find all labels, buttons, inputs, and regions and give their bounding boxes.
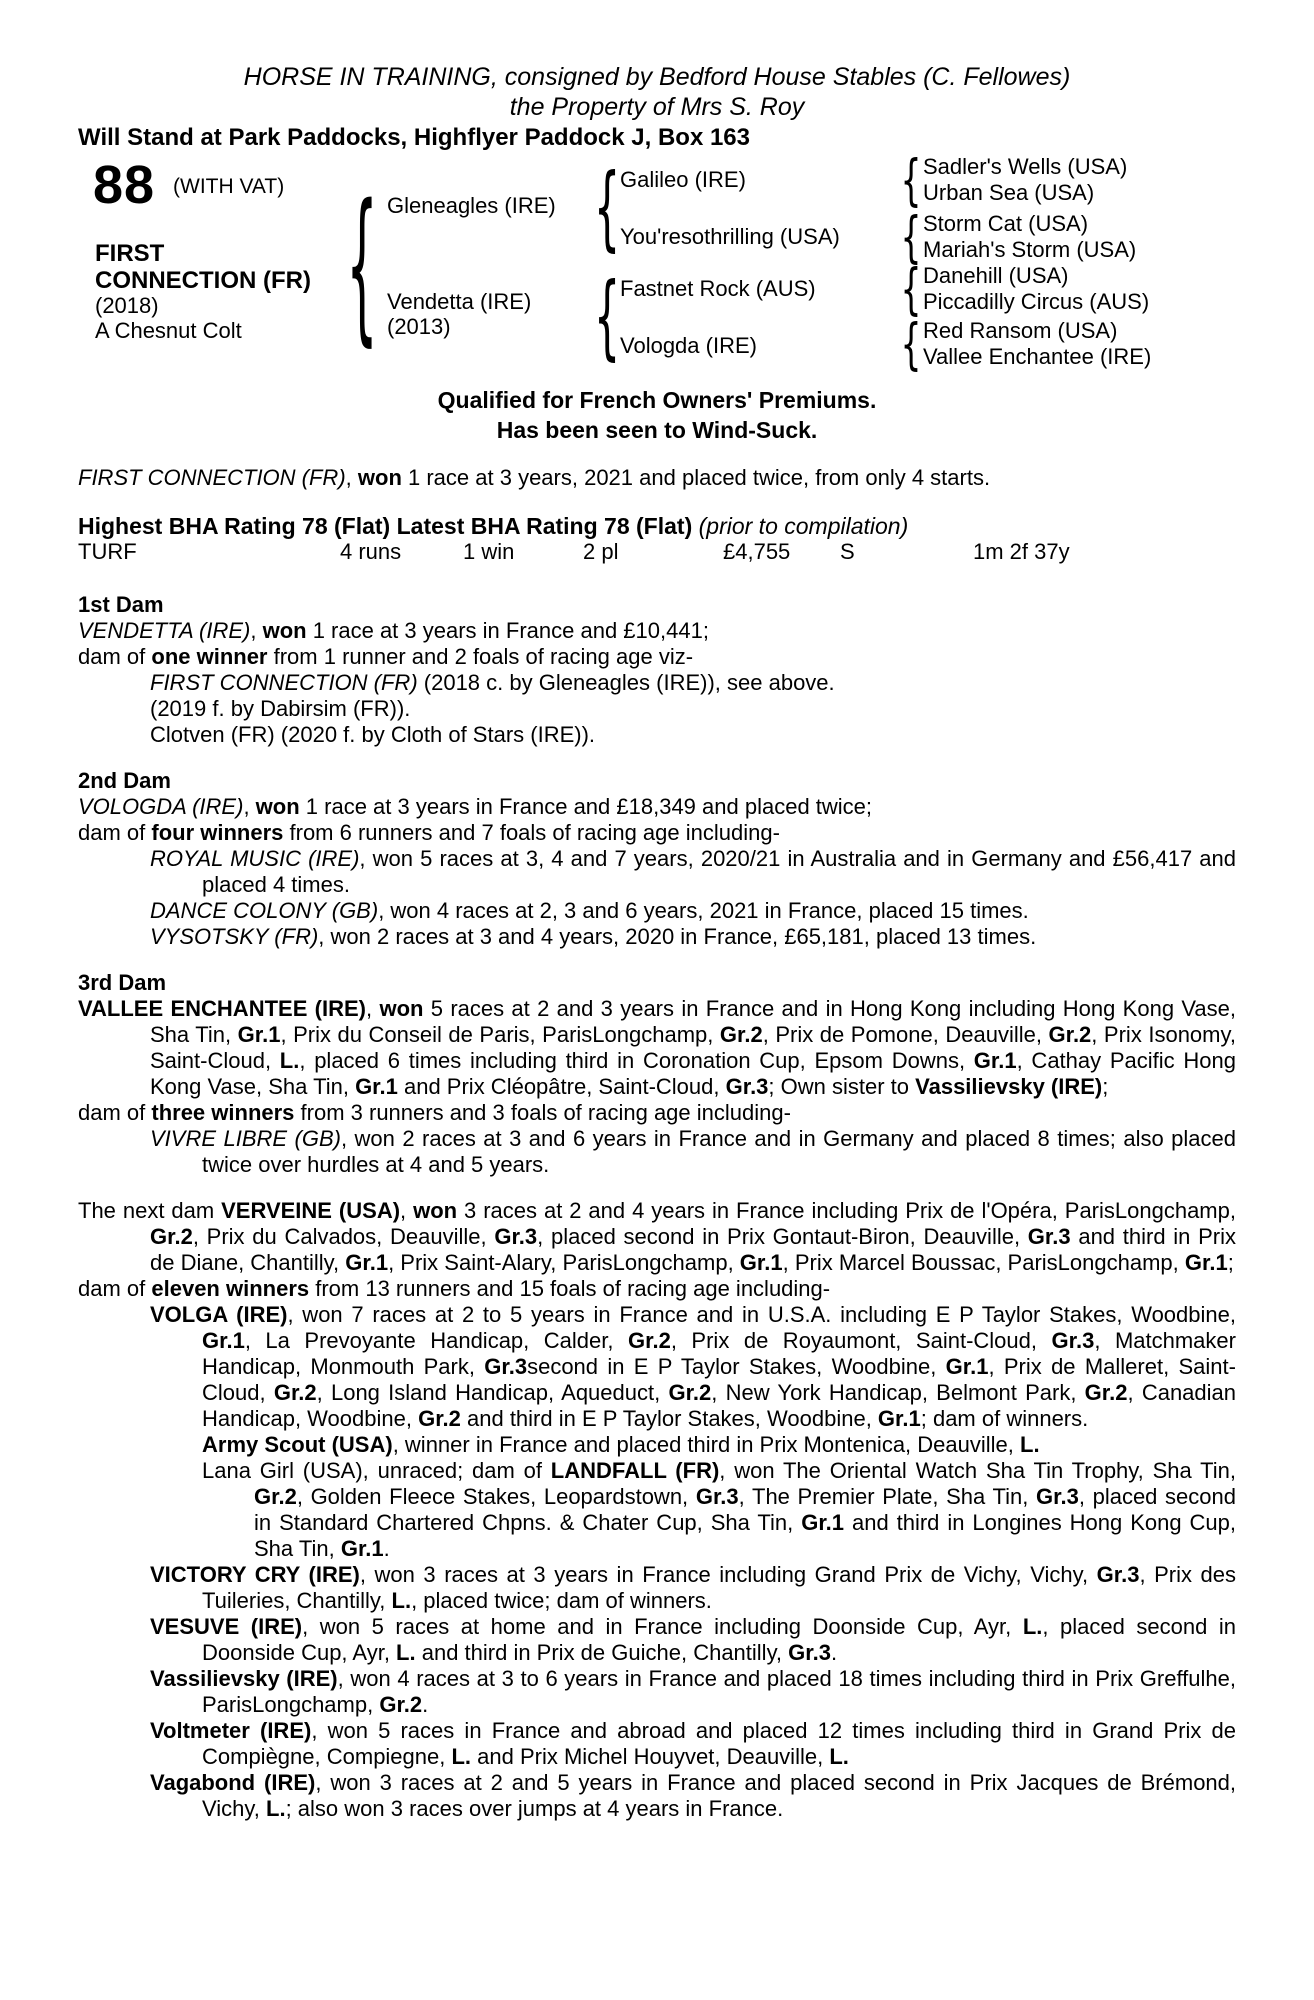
text-segment: L. [829,1744,849,1769]
text-segment: dam of [78,644,152,669]
text-segment: , [366,996,380,1021]
text-segment: Gr.1 [801,1510,845,1535]
text-segment: , placed 6 times including third in Coronation Cup, Epsom Downs, [299,1048,974,1073]
text-segment: VERVEINE (USA) [221,1198,401,1223]
text-segment: , Prix des Tuileries, Chantilly, [202,1562,1237,1613]
dam-section [78,592,1236,748]
text-segment: won [379,996,424,1021]
text-segment: VENDETTA (IRE) [78,618,251,643]
pedigree-paragraph [78,794,1236,820]
text-segment: , New York Handicap, Belmont Park, [711,1380,1085,1405]
text-segment: Gr.1 [973,1048,1017,1073]
pedigree-paragraph [78,820,1236,846]
text-segment: 1 race at 3 years, 2021 and placed twice, from only 4 starts. [401,465,991,490]
text-segment: Gr.3 [494,1224,538,1249]
grandsire-dam-side: Fastnet Rock (AUS) [620,276,816,301]
pedigree-paragraph [78,696,1236,722]
text-segment: and third in Prix de Guiche, Chantilly, [415,1640,789,1665]
text-segment: Gr.2 [719,1022,763,1047]
text-segment: one winner [151,644,268,669]
text-segment: Gr.2 [668,1380,712,1405]
text-segment: , placed second in Doonside Cup, Ayr, [202,1614,1237,1665]
sale-notices [78,385,1236,445]
text-segment: VYSOTSKY (FR) [150,924,319,949]
text-segment: The next dam [78,1198,222,1223]
text-segment: FIRST CONNECTION (FR) [78,465,346,490]
dam-section [78,1198,1236,1822]
text-segment: . [422,1692,429,1717]
text-segment: Gr.2 [254,1484,297,1509]
text-segment: Gr.3 [484,1354,528,1379]
pedigree-paragraph [78,670,1236,696]
text-segment: four winners [151,820,284,845]
text-segment: , won 4 races at 3 to 6 years in France and placed 18 times including third in Prix Greffulhe, ParisLongchamp, [202,1666,1236,1717]
pedigree-paragraph [78,644,1236,670]
text-segment: dam of [78,1276,152,1301]
text-segment: Gr.3 [695,1484,739,1509]
text-segment: , [400,1198,414,1223]
text-segment: VALLEE ENCHANTEE (IRE) [78,996,367,1021]
text-segment: Gr.2 [1048,1022,1092,1047]
racing-statistics [78,539,1236,565]
text-segment: LANDFALL (FR) [550,1458,720,1483]
notice-premiums: Qualified for French Owners' Premiums. [437,387,877,413]
dam-sections [78,592,1236,1822]
text-segment: , [345,465,358,490]
pedigree-paragraph [78,1126,1236,1178]
text-segment: . [383,1536,390,1561]
text-segment: Gr.1 [739,1250,783,1275]
text-segment: L. [396,1640,416,1665]
text-segment: , [243,794,256,819]
text-segment: from 1 runner and 2 foals of racing age viz- [267,644,694,669]
text-segment: , Prix Marcel Boussac, ParisLongchamp, [782,1250,1185,1275]
text-segment: , won 3 races at 3 years in France including Grand Prix de Vichy, Vichy, [359,1562,1097,1587]
text-segment: Gr.2 [273,1380,317,1405]
horse-name-line1: FIRST [95,240,165,267]
text-segment: ROYAL MUSIC (IRE) [150,846,360,871]
text-segment: , [250,618,263,643]
text-segment: Gr.3 [1027,1224,1071,1249]
text-segment: won [357,465,402,490]
text-segment: Vagabond (IRE) [150,1770,316,1795]
text-segment: ; Own sister to [768,1074,916,1099]
text-segment: Gr.2 [1084,1380,1128,1405]
text-segment: Lana Girl (USA), unraced; dam of [202,1458,551,1483]
text-segment: , won 4 races at 2, 3 and 6 years, 2021 in France, placed 15 times. [378,898,1029,923]
dam-name: Vendetta (IRE) [387,289,532,314]
text-segment: VIVRE LIBRE (GB) [150,1126,341,1151]
text-segment: DANCE COLONY (GB) [150,898,379,923]
text-segment: 5 races at 2 and 3 years in France and in Hong Kong including Hong Kong Vase, Sha Tin, [150,996,1236,1047]
great-grandparent-3: Storm Cat (USA) [923,211,1089,236]
text-segment: Gr.1 [345,1250,389,1275]
text-segment: Gr.3 [1096,1562,1140,1587]
text-segment: 3 races at 2 and 4 years in France including Prix de l'Opéra, ParisLongchamp, [457,1198,1236,1223]
text-segment: and third in Longines Hong Kong Cup, Sha Tin, [254,1510,1236,1561]
dam-year: (2013) [387,314,451,339]
text-segment: Vassilievsky (IRE) [915,1074,1103,1099]
dam-section [78,768,1236,950]
pedigree-table [78,147,1236,385]
text-segment: dam of [78,820,152,845]
text-segment: dam of [78,1100,152,1125]
text-segment: , Prix de Royaumont, Saint-Cloud, [670,1328,1052,1353]
text-segment: , won 5 races at 3, 4 and 7 years, 2020/21 in Australia and in Germany and £56,417 and placed 4 times. [202,846,1236,897]
pedigree-paragraph [78,618,1236,644]
pedigree-paragraph [78,846,1236,898]
text-segment: , Matchmaker Handicap, Monmouth Park, [202,1328,1236,1379]
text-segment: , placed second in Standard Chartered Chpns. & Chater Cup, Sha Tin, [254,1484,1237,1535]
text-segment: won [255,794,300,819]
text-segment: , placed second in Prix Gontaut-Biron, Deauville, [537,1224,1028,1249]
text-segment: VOLGA (IRE) [150,1302,288,1327]
stat-runs: 4 runs [340,539,402,564]
text-segment: , Prix de Pomone, Deauville, [762,1022,1049,1047]
text-segment: , Prix du Conseil de Paris, ParisLongchamp, [280,1022,720,1047]
stat-surface: TURF [78,539,137,564]
pedigree-paragraph [78,1198,1236,1276]
text-segment: Gr.1 [237,1022,281,1047]
text-segment: and third in E P Taylor Stakes, Woodbine, [460,1406,878,1431]
text-segment: and third in Prix de Diane, Chantilly, [150,1224,1237,1275]
text-segment: Gr.3 [1051,1328,1095,1353]
text-segment: , La Prevoyante Handicap, Calder, [244,1328,628,1353]
text-segment: Highest BHA Rating 78 (Flat) Latest BHA Rating 78 (Flat) [78,513,699,539]
text-segment: (prior to compilation) [698,513,909,539]
pedigree-brace-gg1: { [900,147,922,212]
great-grandparent-8: Vallee Enchantee (IRE) [923,344,1152,369]
text-segment: , Prix du Calvados, Deauville, [192,1224,495,1249]
great-grandparent-1: Sadler's Wells (USA) [923,154,1128,179]
pedigree-paragraph [78,1302,1236,1432]
text-segment: ; also won 3 races over jumps at 4 years in France. [285,1796,784,1821]
text-segment: Gr.1 [945,1354,989,1379]
vat-note: (WITH VAT) [173,175,285,198]
text-segment: , won 2 races at 3 and 6 years in France and in Germany and placed 8 times; also placed twice over hurdles at 4 and 5 years. [202,1126,1236,1177]
horse-description: A Chesnut Colt [95,318,242,343]
text-segment: , placed twice; dam of winners. [411,1588,712,1613]
text-segment: VOLOGDA (IRE) [78,794,244,819]
pedigree-brace-sire: { [593,154,621,261]
text-segment: , winner in France and placed third in Prix Montenica, Deauville, [392,1432,1020,1457]
text-segment: Gr.1 [877,1406,921,1431]
stat-wins: 1 win [463,539,515,564]
text-segment: from 6 runners and 7 foals of racing age including- [283,820,780,845]
horse-name-line2: CONNECTION (FR) [95,267,311,294]
text-segment: L. [391,1588,412,1613]
text-segment: from 3 runners and 3 foals of racing age including- [294,1100,791,1125]
pedigree-brace-main: { [346,168,378,361]
text-segment: and Prix Cléopâtre, Saint-Cloud, [397,1074,726,1099]
text-segment: , won The Oriental Watch Sha Tin Trophy, Sha Tin, [719,1458,1236,1483]
text-segment: ; dam of winners. [920,1406,1089,1431]
pedigree-paragraph [78,898,1236,924]
pedigree-brace-dam: { [593,263,621,370]
pedigree-brace-gg4: { [900,311,922,376]
text-segment: Vassilievsky (IRE) [150,1666,338,1691]
text-segment: Gr.3 [1036,1484,1079,1509]
stat-distance: 1m 2f 37y [973,539,1070,564]
text-segment: , won 3 races at 2 and 5 years in France and placed second in Prix Jacques de Brémond, Vichy, [202,1770,1237,1821]
property-header: the Property of Mrs S. Roy [509,93,805,121]
text-segment: won [262,618,307,643]
text-segment: from 13 runners and 15 foals of racing age including- [309,1276,831,1301]
text-segment: Voltmeter (IRE) [150,1718,312,1743]
consignment-header: HORSE IN TRAINING, consigned by Bedford House Stables (C. Fellowes) [243,63,1071,91]
text-segment: L. [451,1744,472,1769]
text-segment: Gr.1 [1184,1250,1228,1275]
text-segment: L. [279,1048,300,1073]
text-segment: eleven winners [151,1276,310,1301]
text-segment: (2019 f. by Dabirsim (FR)). [150,696,411,721]
notice-windsuck: Has been seen to Wind-Suck. [496,417,818,443]
text-segment: (2018 c. by Gleneagles (IRE)), see above. [417,670,835,695]
text-segment: , Canadian Handicap, Woodbine, [202,1380,1237,1431]
dam-heading: 3rd Dam [78,970,167,995]
text-segment: , won 7 races at 2 to 5 years in France and in U.S.A. including E P Taylor Stakes, Woodbine, [287,1302,1236,1327]
stat-earnings: £4,755 [723,539,791,564]
granddam-dam-side: Vologda (IRE) [620,333,757,358]
text-segment: Gr.2 [418,1406,461,1431]
text-segment: , won 5 races at home and in France including Doonside Cup, Ayr, [302,1614,1023,1639]
text-segment: won [413,1198,458,1223]
text-segment: ; [1102,1074,1109,1099]
great-grandparent-5: Danehill (USA) [923,263,1069,288]
pedigree-paragraph [78,1614,1236,1666]
pedigree-paragraph [78,924,1236,950]
text-segment: . [830,1640,838,1665]
grandsire-sire-side: Galileo (IRE) [620,167,746,192]
pedigree-paragraph [78,1458,1236,1562]
text-segment: Army Scout (USA) [202,1432,393,1457]
text-segment: Gr.1 [340,1536,384,1561]
text-segment: second in E P Taylor Stakes, Woodbine, [527,1354,946,1379]
pedigree-paragraph [78,1718,1236,1770]
text-segment: Gr.2 [379,1692,423,1717]
text-segment: , Prix Saint-Alary, ParisLongchamp, [388,1250,740,1275]
text-segment: , Long Island Handicap, Aqueduct, [316,1380,669,1405]
text-segment: , Prix Isonomy, Saint-Cloud, [150,1022,1236,1073]
text-segment: Gr.3 [788,1640,831,1665]
text-segment: three winners [151,1100,295,1125]
text-segment: , won 5 races in France and abroad and placed 12 times including third in Grand Prix de Compiègne, Compiegne, [202,1718,1237,1769]
text-segment: 1 race at 3 years in France and £10,441; [306,618,709,643]
text-segment: Gr.2 [150,1224,193,1249]
text-segment: VESUVE (IRE) [150,1614,303,1639]
great-grandparent-7: Red Ransom (USA) [923,318,1118,343]
text-segment: ; [1227,1250,1234,1275]
dam-section [78,970,1236,1178]
text-segment: Clotven (FR) (2020 f. by Cloth of Stars (IRE)). [150,722,596,747]
pedigree-paragraph [78,996,1236,1100]
pedigree-paragraph [78,1562,1236,1614]
stat-places: 2 pl [583,539,619,564]
pedigree-paragraph [78,1770,1236,1822]
text-segment: L. [1020,1432,1040,1457]
pedigree-paragraph [78,1100,1236,1126]
dam-heading: 1st Dam [78,592,164,617]
text-segment: 1 race at 3 years in France and £18,349 and placed twice; [299,794,873,819]
text-segment: Gr.3 [725,1074,769,1099]
great-grandparent-4: Mariah's Storm (USA) [923,237,1137,262]
text-segment: , Prix de Malleret, Saint-Cloud, [202,1354,1236,1405]
text-segment: L. [1022,1614,1043,1639]
foaling-year: (2018) [95,293,159,318]
sire-name: Gleneagles (IRE) [387,193,556,218]
text-segment: L. [266,1796,286,1821]
pedigree-brace-gg2: { [900,204,922,269]
pedigree-paragraph [78,722,1236,748]
text-segment: Gr.1 [355,1074,398,1099]
pedigree-brace-gg3: { [900,256,922,321]
text-segment: , Cathay Pacific Hong Kong Vase, Sha Tin, [150,1048,1236,1099]
text-segment: FIRST CONNECTION (FR) [150,670,418,695]
pedigree-paragraph [78,1276,1236,1302]
text-segment: VICTORY CRY (IRE) [150,1562,360,1587]
text-segment: and Prix Michel Houyvet, Deauville, [471,1744,830,1769]
dam-heading: 2nd Dam [78,768,171,793]
pedigree-paragraph [78,1666,1236,1718]
bha-ratings [78,513,1236,539]
great-grandparent-6: Piccadilly Circus (AUS) [923,289,1150,314]
lot-number: 88 [93,155,156,215]
race-record [78,465,1236,491]
text-segment: , won 2 races at 3 and 4 years, 2020 in France, £65,181, placed 13 times. [318,924,1037,949]
granddam-sire-side: You'resothrilling (USA) [620,224,840,249]
text-segment: , The Premier Plate, Sha Tin, [738,1484,1037,1509]
text-segment: Gr.2 [628,1328,671,1353]
text-segment: , Golden Fleece Stakes, Leopardstown, [296,1484,696,1509]
pedigree-paragraph [78,1432,1236,1458]
text-segment: Gr.1 [202,1328,245,1353]
stabling-location: Will Stand at Park Paddocks, Highflyer Paddock J, Box 163 [78,124,750,151]
great-grandparent-2: Urban Sea (USA) [923,180,1095,205]
stat-going: S [840,539,855,564]
